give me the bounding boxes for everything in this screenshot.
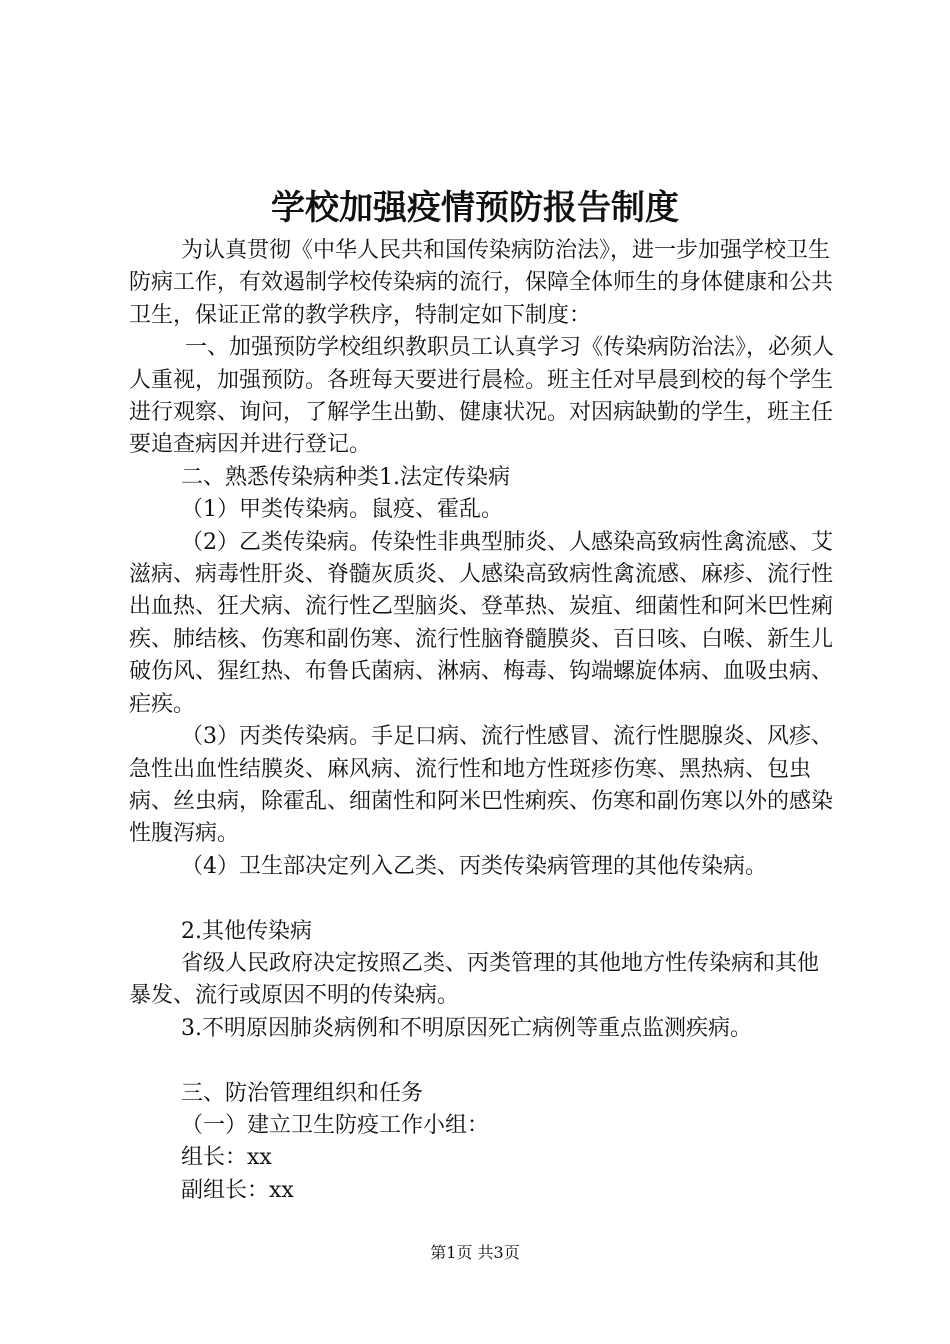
working-group-heading: （一）建立卫生防疫工作小组： bbox=[181, 1112, 490, 1138]
other-diseases-heading: 2.其他传染病 bbox=[181, 918, 312, 944]
blank-line bbox=[129, 1045, 834, 1077]
monitoring-paragraph: 3.不明原因肺炎病例和不明原因死亡病例等重点监测疾病。 bbox=[181, 1015, 752, 1041]
section-1-paragraph: 一、加强预防学校组织教职员工认真学习《传染病防治法》，必须人人重视，加强预防。各班每天要进行晨检。班主任对早晨到校的每个学生进行观察、询问，了解学生出勤、健康状况。对因病缺勤的学生，班主任要追查病因并进行登记。 bbox=[129, 335, 835, 458]
other-statutory-paragraph: （4）卫生部决定列入乙类、丙类传染病管理的其他传染病。 bbox=[181, 853, 767, 879]
class-b-paragraph: （2）乙类传染病。传染性非典型肺炎、人感染高致病性禽流感、艾滋病、病毒性肝炎、脊髓灰质炎、人感染高致病性禽流感、麻疹、流行性出血热、狂犬病、流行性乙型脑炎、登革热、炭疽、细菌性和阿米巴性痢疾、肺结核、伤寒和副伤寒、流行性脑脊髓膜炎、百日咳、白喉、新生儿破伤风、猩红热、布鲁氏菌病、淋病、梅毒、钩端螺旋体病、血吸虫病、疟疾。 bbox=[129, 529, 834, 717]
class-c-paragraph: （3）丙类传染病。手足口病、流行性感冒、流行性腮腺炎、风疹、急性出血性结膜炎、麻风病、流行性和地方性斑疹伤寒、黑热病、包虫病、丝虫病，除霍乱、细菌性和阿米巴性痢疾、伤寒和副伤寒以外的感染性腹泻病。 bbox=[129, 724, 834, 847]
document-title: 学校加强疫情预防报告制度 bbox=[271, 188, 679, 228]
page-footer: 第1页 共3页 bbox=[430, 1243, 520, 1262]
deputy-leader-line: 副组长：xx bbox=[181, 1177, 294, 1203]
section-3-heading: 三、防治管理组织和任务 bbox=[181, 1080, 424, 1106]
group-leader-line: 组长：xx bbox=[181, 1145, 272, 1171]
provincial-paragraph: 省级人民政府决定按照乙类、丙类管理的其他地方性传染病和其他暴发、流行或原因不明的传染病。 bbox=[129, 950, 820, 1009]
document-body bbox=[129, 235, 834, 1207]
class-a-paragraph: （1）甲类传染病。鼠疫、霍乱。 bbox=[181, 497, 503, 523]
blank-line bbox=[129, 883, 834, 915]
intro-paragraph: 为认真贯彻《中华人民共和国传染病防治法》，进一步加强学校卫生防病工作，有效遏制学校传染病的流行，保障全体师生的身体健康和公共卫生，保证正常的教学秩序，特制定如下制度： bbox=[129, 238, 834, 328]
section-2-heading: 二、熟悉传染病种类1.法定传染病 bbox=[181, 464, 510, 490]
